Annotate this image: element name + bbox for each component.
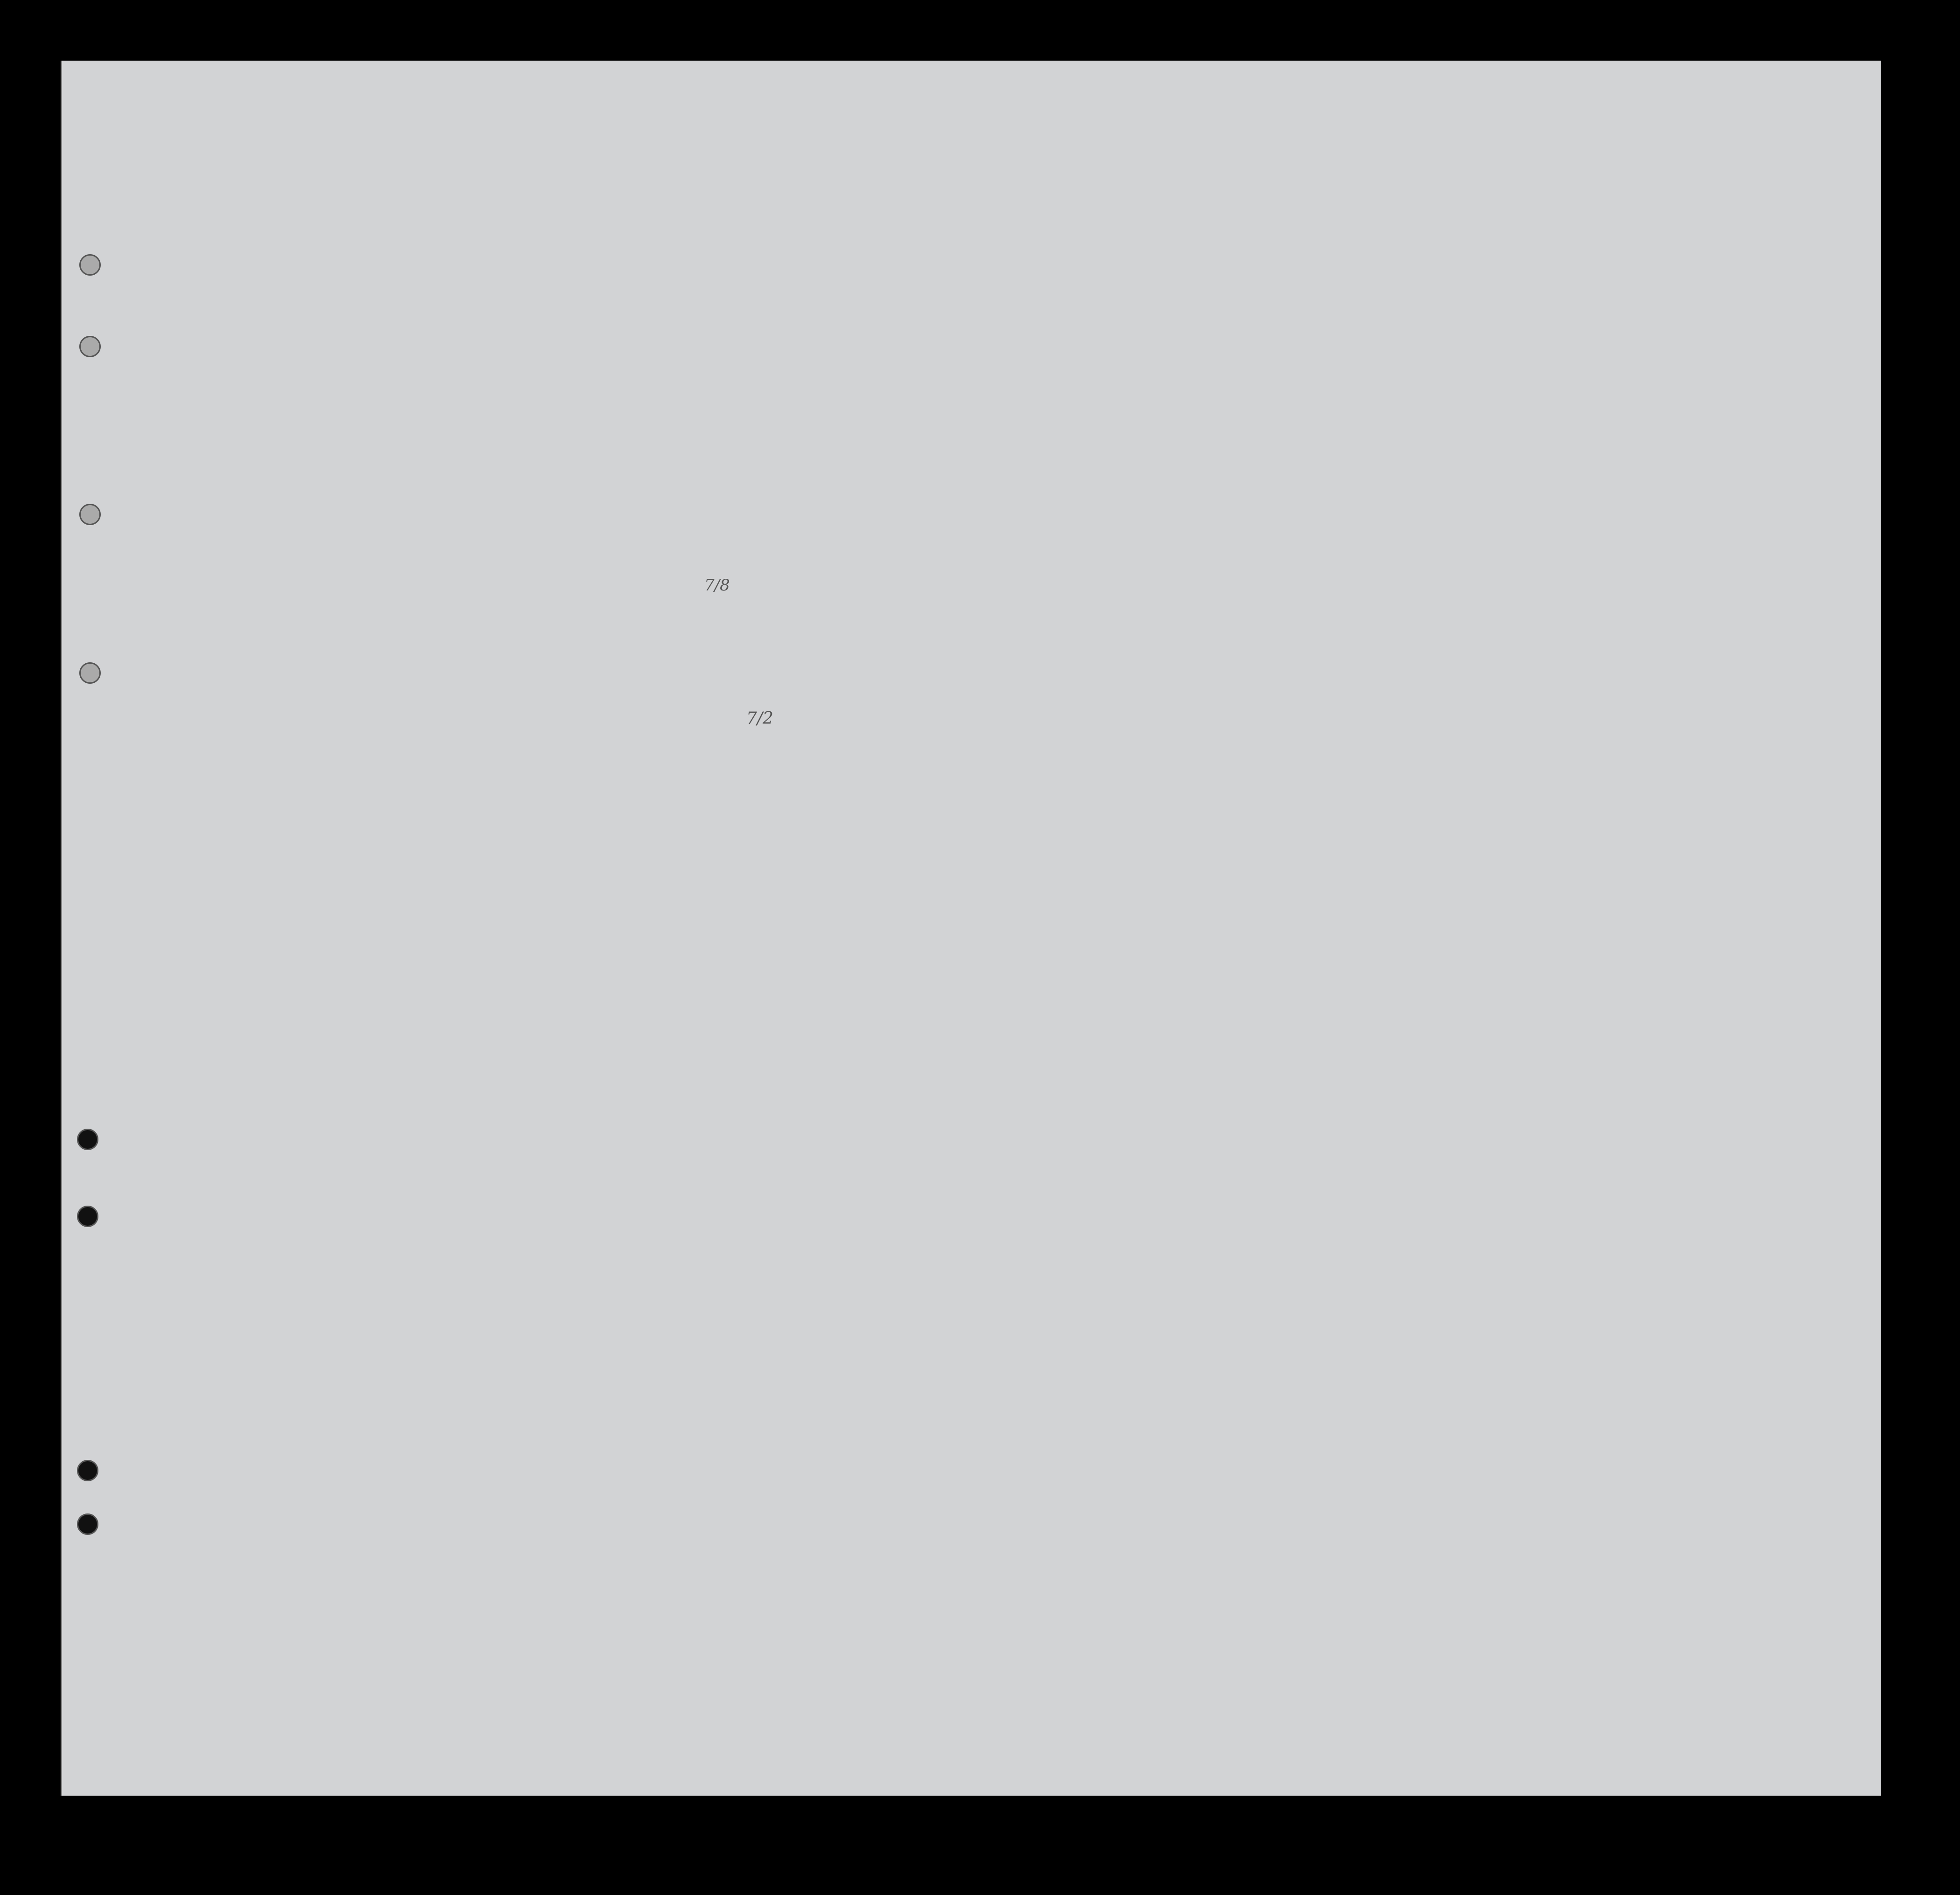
- handwritten-annotation: 7/8: [704, 576, 730, 595]
- handwritten-annotation: 7/2: [746, 709, 773, 728]
